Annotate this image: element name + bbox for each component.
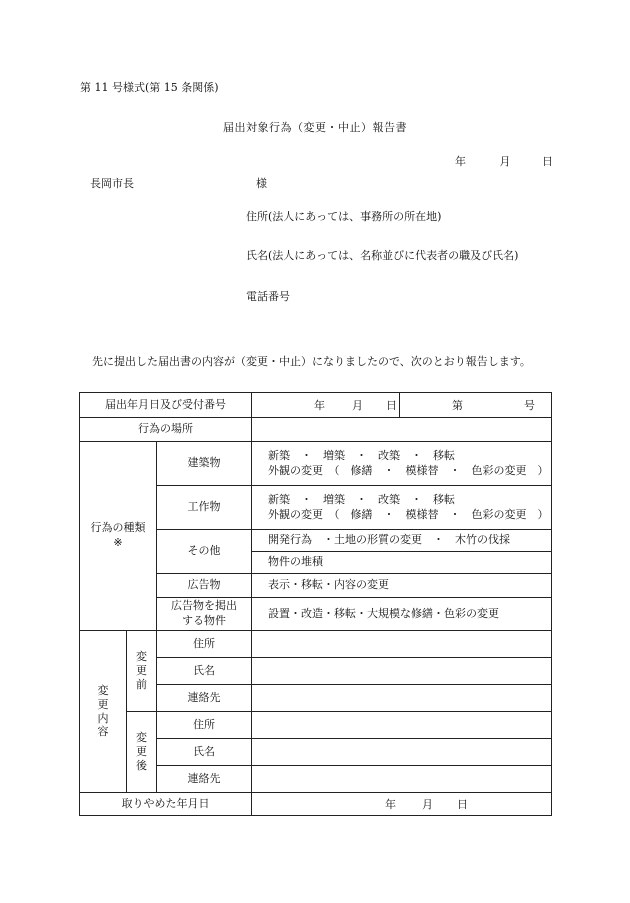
location-value[interactable] (252, 418, 552, 442)
before-name-value[interactable] (252, 658, 552, 685)
act-type-mark: ※ (113, 536, 123, 549)
building-options-line1: 新築 ・ 増築 ・ 改築 ・ 移転 (268, 448, 456, 462)
receipt-number-cell[interactable] (400, 393, 552, 418)
before-label (127, 631, 157, 712)
signage-property-options[interactable]: 設置・改造・移転・大規模な修繕・色彩の変更 (252, 598, 552, 631)
filing-label: 届出年月日及び受付番号 (80, 393, 252, 418)
before-address-row (80, 631, 552, 658)
cancel-date-cell[interactable] (252, 793, 552, 816)
after-contact-value[interactable] (252, 766, 552, 793)
filing-month: 月 (352, 399, 364, 412)
before-contact-value[interactable] (252, 685, 552, 712)
location-label: 行為の場所 (80, 418, 252, 442)
signage-property-label (157, 598, 252, 631)
structure-label: 工作物 (157, 486, 252, 530)
number-prefix: 第 (452, 399, 464, 412)
name-label: 氏名(法人にあっては、名称並びに代表者の職及び氏名) (246, 249, 519, 262)
act-type-label (80, 442, 157, 631)
other-option-2[interactable]: 物件の堆積 (252, 552, 552, 574)
after-label (127, 712, 157, 793)
change-label-text: 変更内容 (97, 684, 109, 739)
building-label: 建築物 (157, 442, 252, 486)
report-date (455, 156, 553, 167)
location-row (80, 418, 552, 442)
form-number: 第 11 号様式(第 15 条関係) (80, 81, 219, 94)
report-table (79, 392, 552, 816)
cancel-day: 日 (457, 798, 469, 811)
after-contact-label: 連絡先 (157, 766, 252, 793)
addressee: 長岡市長 (90, 177, 134, 190)
act-type-title: 行為の種類 (90, 521, 146, 535)
filing-day: 日 (386, 399, 398, 412)
structure-options-line1: 新築 ・ 増築 ・ 改築 ・ 移転 (268, 492, 456, 506)
building-options-line2: 外観の変更 （ 修繕 ・ 模様替 ・ 色彩の変更 ） (268, 463, 549, 477)
before-contact-label: 連絡先 (157, 685, 252, 712)
cancel-year: 年 (385, 798, 397, 811)
number-suffix: 号 (524, 399, 536, 412)
building-row (80, 442, 552, 486)
change-label (80, 631, 127, 793)
after-name-value[interactable] (252, 739, 552, 766)
signage-property-label-line2: する物件 (182, 614, 227, 627)
cancel-label: 取りやめた年月日 (80, 793, 252, 816)
address-label: 住所(法人にあっては、事務所の所在地) (246, 210, 442, 223)
filing-year: 年 (314, 399, 326, 412)
cancel-month: 月 (422, 798, 434, 811)
after-address-label: 住所 (157, 712, 252, 739)
other-label: その他 (157, 530, 252, 574)
document-title: 届出対象行為（変更・中止）報告書 (223, 121, 407, 134)
date-day: 日 (542, 155, 553, 168)
date-month: 月 (499, 155, 511, 168)
before-address-label: 住所 (157, 631, 252, 658)
building-options[interactable] (252, 442, 552, 486)
filing-date-cell[interactable] (252, 393, 400, 418)
signage-property-label-line1: 広告物を掲出 (171, 599, 238, 613)
after-address-value[interactable] (252, 712, 552, 739)
after-address-row (80, 712, 552, 739)
after-name-label: 氏名 (157, 739, 252, 766)
before-name-label: 氏名 (157, 658, 252, 685)
before-label-text: 変更前 (136, 650, 147, 691)
cancel-row (80, 793, 552, 816)
before-address-value[interactable] (252, 631, 552, 658)
after-label-text: 変更後 (136, 731, 147, 772)
filing-row (80, 393, 552, 418)
signage-label: 広告物 (157, 574, 252, 598)
date-year: 年 (455, 155, 466, 168)
honorific: 様 (256, 177, 267, 190)
structure-options-line2: 外観の変更 （ 修繕 ・ 模様替 ・ 色彩の変更 ） (268, 507, 549, 521)
phone-label: 電話番号 (246, 290, 290, 303)
signage-options[interactable]: 表示・移転・内容の変更 (252, 574, 552, 598)
structure-options[interactable] (252, 486, 552, 530)
intro-text: 先に提出した届出書の内容が（変更・中止）になりましたので、次のとおり報告します。 (92, 355, 531, 368)
other-option-1[interactable]: 開発行為 ・土地の形質の変更 ・ 木竹の伐採 (252, 530, 552, 552)
